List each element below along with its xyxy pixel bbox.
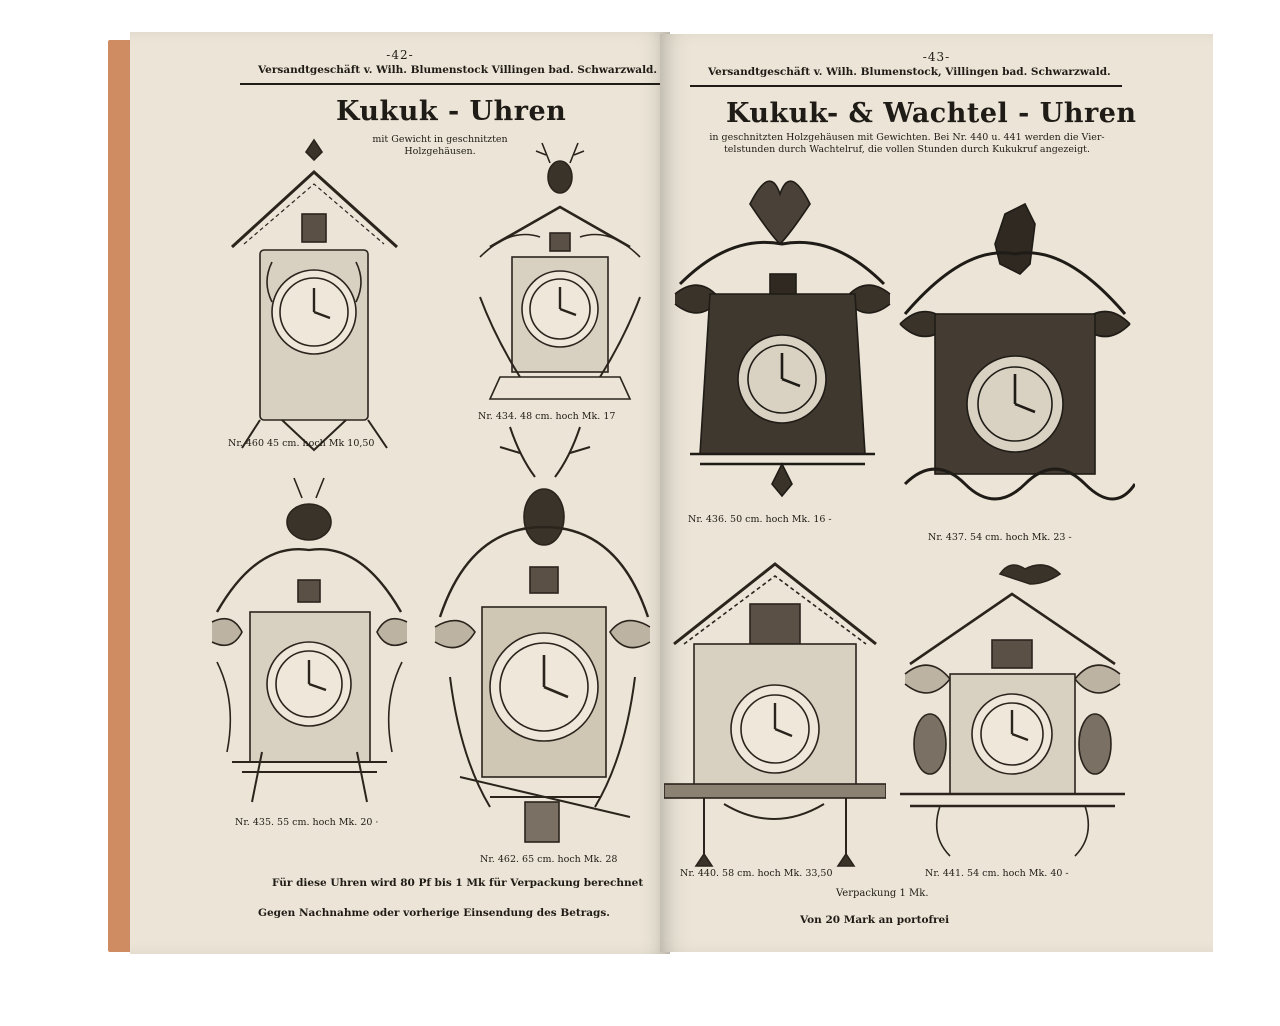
caption-437: Nr. 437. 54 cm. hoch Mk. 23 - (928, 532, 1072, 543)
caption-462: Nr. 462. 65 cm. hoch Mk. 28 (480, 854, 618, 865)
caption-434: Nr. 434. 48 cm. hoch Mk. 17 (478, 411, 616, 422)
subtitle-right (682, 132, 1132, 156)
cuckoo-clock-440-icon (664, 544, 886, 874)
cuckoo-clock-434-icon (460, 137, 660, 412)
cuckoo-clock-460-icon (222, 132, 407, 452)
page-number-right: -43- (922, 50, 951, 64)
cuckoo-clock-441-icon (900, 554, 1125, 869)
subtitle-left-line1: mit Gewicht in geschnitzten (372, 134, 508, 145)
subtitle-right-line2: telstunden durch Wachtelruf, die vollen Stunden durch Kukukruf angezeigt. (723, 144, 1091, 155)
header-rule-right (690, 85, 1122, 87)
page-title-left: Kukuk - Uhren (336, 96, 567, 127)
cuckoo-clock-436-icon (670, 164, 895, 504)
caption-435: Nr. 435. 55 cm. hoch Mk. 20 · (235, 817, 379, 828)
left-page (130, 32, 670, 954)
footer-packing-right: Verpackung 1 Mk. (836, 888, 929, 899)
subtitle-right-line1: in geschnitzten Holzgehäusen mit Gewichten. Bei Nr. 440 u. 441 werden die Vier- (709, 132, 1105, 143)
cuckoo-clock-462-icon (430, 417, 655, 857)
footer-shipping-right: Von 20 Mark an portofrei (800, 914, 950, 926)
header-rule-left (240, 83, 668, 85)
footer-packing-left: Für diese Uhren wird 80 Pf bis 1 Mk für Verpackung berechnet (272, 877, 644, 889)
header-right: Versandtgeschäft v. Wilh. Blumenstock, Villingen bad. Schwarzwald. (708, 66, 1111, 78)
cuckoo-clock-435-icon (202, 472, 417, 817)
subtitle-left-line2: Holzgehäusen. (404, 146, 476, 157)
page-number-left: -42- (386, 48, 414, 62)
caption-441: Nr. 441. 54 cm. hoch Mk. 40 - (925, 868, 1069, 879)
caption-436: Nr. 436. 50 cm. hoch Mk. 16 - (688, 514, 832, 525)
caption-460: Nr. 460 45 cm. hoch Mk 10,50 (228, 438, 375, 449)
cuckoo-clock-437-icon (895, 184, 1135, 519)
header-left: Versandtgeschäft v. Wilh. Blumenstock Villingen bad. Schwarzwald. (258, 64, 658, 76)
right-page (660, 34, 1213, 952)
page-title-right: Kukuk- & Wachtel - Uhren (726, 98, 1137, 129)
footer-payment-left: Gegen Nachnahme oder vorherige Einsendung des Betrags. (258, 907, 610, 919)
caption-440: Nr. 440. 58 cm. hoch Mk. 33,50 (680, 868, 833, 879)
